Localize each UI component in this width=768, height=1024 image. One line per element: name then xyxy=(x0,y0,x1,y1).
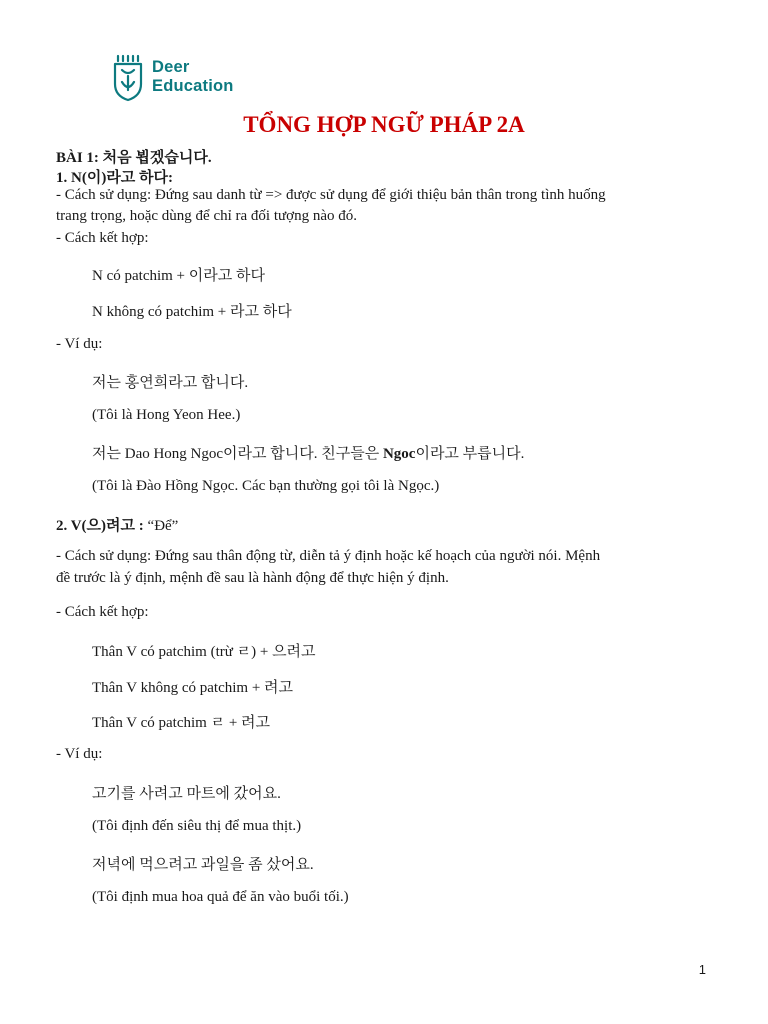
brand-line-2: Education xyxy=(152,77,234,95)
grammar-2-example-1-korean: 고기를 사려고 마트에 갔어요. xyxy=(92,786,281,802)
lesson-label: BÀI 1: xyxy=(56,150,99,166)
grammar-2-example-1-translation: (Tôi định đến siêu thị để mua thịt.) xyxy=(92,818,302,834)
grammar-1-example-label: - Ví dụ: xyxy=(56,336,103,352)
deer-logo-icon xyxy=(112,52,144,102)
lesson-text: 처음 뵙겠습니다. xyxy=(98,150,212,166)
bold-name: Ngoc xyxy=(382,446,416,462)
grammar-2-example-label: - Ví dụ: xyxy=(56,746,103,762)
grammar-1-example-1-translation: (Tôi là Hong Yeon Hee.) xyxy=(92,407,241,423)
grammar-2-heading: 2. V(으)려고 : “Để” xyxy=(56,518,179,534)
grammar-2-example-2-translation: (Tôi định mua hoa quả để ăn vào buổi tối.) xyxy=(92,889,349,905)
document-title: TỔNG HỢP NGỮ PHÁP 2A xyxy=(243,112,525,137)
grammar-2-example-2-korean: 저녁에 먹으려고 과일을 좀 샀어요. xyxy=(92,857,314,873)
grammar-1-heading: 1. N(이)라고 하다: xyxy=(56,170,174,186)
grammar-1-example-2-translation: (Tôi là Đào Hồng Ngọc. Các bạn thường gọi tôi là Ngọc.) xyxy=(92,478,440,494)
grammar-2-meaning: “Để” xyxy=(147,518,179,534)
brand-line-1: Deer xyxy=(152,58,190,76)
grammar-1-combo-label: - Cách kết hợp: xyxy=(56,230,149,246)
brand-logo xyxy=(112,52,234,102)
grammar-1-usage-line-1: - Cách sử dụng: Đứng sau danh từ => được sử dụng để giới thiệu bản thân trong tình huống xyxy=(56,187,606,203)
grammar-2-combo-1: Thân V có patchim (trừ ㄹ) + 으려고 xyxy=(92,644,316,660)
page-number: 1 xyxy=(698,962,706,977)
lesson-heading xyxy=(56,146,212,167)
grammar-1-example-1-korean: 저는 홍연희라고 합니다. xyxy=(92,375,249,391)
grammar-1-example-2-korean: 저는 Dao Hong Ngoc이라고 합니다. 친구들은 Ngoc이라고 부릅니다. xyxy=(92,446,525,462)
grammar-2-usage-line-1: - Cách sử dụng: Đứng sau thân động từ, diễn tả ý định hoặc kế hoạch của người nói. Mệnh xyxy=(56,548,601,564)
grammar-1-combo-1: N có patchim + 이라고 하다 xyxy=(92,268,265,284)
grammar-2-combo-3: Thân V có patchim ㄹ + 려고 xyxy=(92,715,271,731)
grammar-1-usage-line-2: trang trọng, hoặc dùng để chỉ ra đối tượng nào đó. xyxy=(56,208,357,224)
grammar-2-usage-line-2: đề trước là ý định, mệnh đề sau là hành động để thực hiện ý định. xyxy=(56,570,449,586)
brand-name xyxy=(152,58,234,96)
grammar-2-combo-label: - Cách kết hợp: xyxy=(56,604,149,620)
grammar-2-combo-2: Thân V không có patchim + 려고 xyxy=(92,680,294,696)
grammar-1-combo-2: N không có patchim + 라고 하다 xyxy=(92,304,292,320)
